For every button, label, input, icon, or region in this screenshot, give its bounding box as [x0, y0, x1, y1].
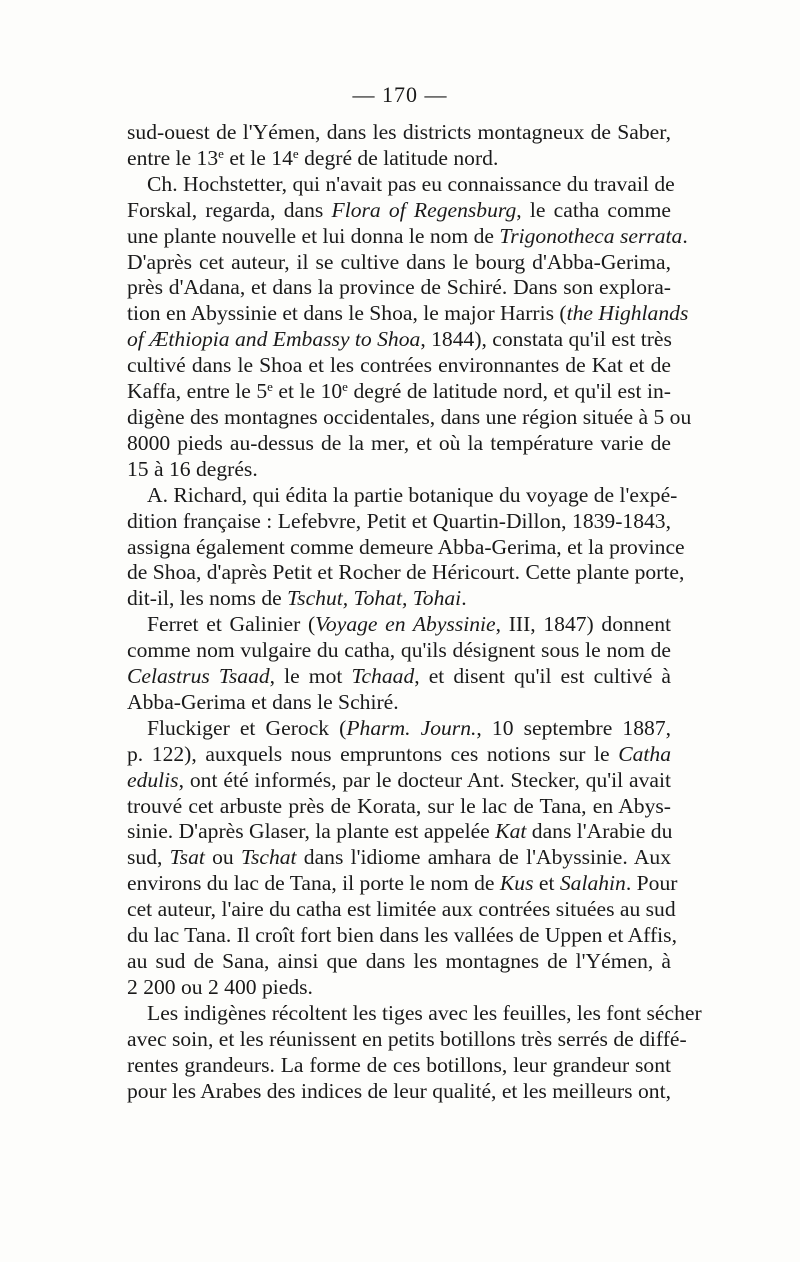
italic-text: Tschat: [240, 845, 297, 870]
text-line: [127, 171, 675, 198]
text-run: entre le 13: [127, 145, 219, 170]
text-run: rentes grandeurs. La forme de ces botillons, leur grandeur sont: [127, 1052, 671, 1077]
text-run: Forskal, regarda, dans: [127, 197, 332, 222]
body-text: [127, 120, 702, 1104]
text-run: et: [533, 871, 560, 896]
text-line: [127, 353, 671, 379]
text-run: trouvé cet arbuste près de Korata, sur le lac de Tana, en Abys-: [127, 793, 671, 818]
italic-text: Kus: [499, 871, 534, 896]
text-line: [127, 327, 671, 353]
paragraph: [127, 482, 685, 613]
text-run: , le mot: [269, 664, 352, 689]
text-run: et le 10: [272, 379, 343, 404]
superscript: e: [342, 379, 348, 395]
text-run: environs du lac de Tana, il porte le nom de: [127, 871, 500, 896]
italic-text: Kat: [495, 819, 527, 844]
text-run: cet auteur, l'aire du catha est limitée aux contrées situées au sud: [127, 897, 676, 922]
text-run: A. Richard, qui édita la partie botanique du voyage de l'expé-: [147, 482, 678, 507]
text-run: une plante nouvelle et lui donna le nom de: [127, 223, 500, 248]
text-line: [127, 275, 671, 301]
text-line: [127, 560, 685, 586]
text-line: [127, 975, 671, 1001]
text-run: près d'Adana, et dans la province de Schiré. Dans son explora-: [127, 275, 671, 300]
text-run: dans l'idiome amhara de l'Abyssinie. Aux: [296, 845, 672, 870]
text-run: , et disent qu'il est cultivé à: [414, 664, 671, 689]
text-run: Ch. Hochstetter, qui n'avait pas eu connaissance du travail de: [147, 171, 675, 196]
superscript: e: [292, 145, 299, 161]
text-line: [127, 716, 671, 742]
text-line: [127, 431, 671, 457]
text-line: [127, 1026, 687, 1053]
text-run: , ont été informés, par le docteur Ant. Stecker, qu'il avait: [178, 767, 671, 792]
paragraph: [127, 715, 678, 1001]
italic-text: Catha: [618, 741, 671, 766]
text-run: au sud de Sana, ainsi que dans les montagnes de l'Yémen, à: [127, 949, 671, 973]
text-line: [127, 690, 671, 716]
italic-text: Salahin: [559, 871, 626, 896]
italic-text: the Highlands: [566, 301, 689, 326]
text-line: [127, 379, 671, 405]
italic-text: Celastrus Tsaad: [127, 664, 270, 689]
text-run: . Pour: [625, 871, 678, 896]
text-run: ou: [204, 845, 241, 870]
text-line: [127, 1000, 702, 1027]
text-run: 15 à 16 degrés.: [127, 456, 258, 481]
italic-text: Tsat: [169, 845, 205, 870]
italic-text: Pharm. Journ.: [346, 715, 477, 740]
text-line: [127, 768, 671, 794]
text-line: [127, 794, 671, 820]
text-run: Les indigènes récoltent les tiges avec les feuilles, les font sécher: [147, 1000, 702, 1025]
text-run: p. 122), auxquels nous empruntons ces notions sur le: [127, 741, 619, 766]
text-run: , 1844), constata qu'il est très: [420, 327, 672, 352]
page-number: — 170 —: [352, 82, 448, 107]
italic-text: of Æthiopia and Embassy to Shoa: [127, 327, 421, 352]
text-run: sud-ouest de l'Yémen, dans les districts montagneux de Saber,: [127, 120, 671, 144]
text-run: , le catha comme: [516, 197, 671, 222]
text-line: [127, 1053, 671, 1079]
text-line: [127, 664, 671, 690]
text-run: sinie. D'après Glaser, la plante est appelée: [127, 819, 496, 844]
text-line: [127, 923, 677, 949]
text-line: [127, 198, 671, 224]
italic-text: Flora of Regensburg: [331, 197, 517, 222]
text-line: [127, 146, 671, 172]
text-line: [127, 871, 678, 897]
text-line: [127, 534, 685, 561]
paragraph: [127, 612, 671, 716]
text-line: [127, 457, 671, 483]
text-run: pour les Arabes des indices de leur qualité, et les meilleurs ont,: [127, 1078, 671, 1103]
text-run: Ferret et Galinier (: [147, 612, 316, 637]
text-line: [127, 1079, 671, 1105]
text-run: dition française : Lefebvre, Petit et Quartin-Dillon, 1839-1843,: [127, 508, 671, 533]
text-run: sud,: [127, 845, 170, 870]
italic-text: edulis: [127, 767, 179, 792]
text-line: [127, 404, 692, 431]
text-run: avec soin, et les réunissent en petits botillons très serrés de diffé-: [127, 1026, 687, 1051]
text-line: [127, 509, 671, 535]
text-line: [127, 120, 671, 146]
text-run: .: [461, 586, 467, 611]
text-run: assigna également comme demeure Abba-Gerima, et la province: [127, 534, 685, 559]
paragraph: [127, 1000, 702, 1105]
text-run: du lac Tana. Il croît fort bien dans les vallées de Uppen et Affis,: [127, 923, 677, 948]
text-run: tion en Abyssinie et dans le Shoa, le major Harris (: [127, 301, 567, 326]
text-run: D'après cet auteur, il se cultive dans le bourg d'Abba-Gerima,: [127, 249, 671, 274]
text-run: Kaffa, entre le 5: [127, 379, 268, 404]
italic-text: Tschut, Tohat, Tohai: [287, 586, 462, 611]
text-line: [127, 845, 671, 871]
text-line: [127, 638, 671, 664]
text-line: [127, 949, 671, 975]
text-run: , III, 1847) donnent: [495, 612, 671, 637]
italic-text: Trigonotheca serrata: [499, 223, 683, 248]
paragraph: [127, 171, 692, 483]
text-run: Abba-Gerima et dans le Schiré.: [127, 689, 399, 714]
text-line: [127, 742, 671, 768]
text-run: de Shoa, d'après Petit et Rocher de Héricourt. Cette plante porte,: [127, 560, 685, 585]
text-line: [127, 897, 676, 923]
text-run: dit-il, les noms de: [127, 586, 288, 611]
text-line: [127, 250, 671, 276]
text-line: [127, 482, 678, 509]
italic-text: Voyage en Abyssinie: [315, 612, 496, 637]
paragraph: [127, 120, 671, 172]
text-run: Fluckiger et Gerock (: [147, 715, 347, 740]
text-run: comme nom vulgaire du catha, qu'ils désignent sous le nom de: [127, 638, 671, 663]
text-run: , 10 septembre 1887,: [476, 715, 672, 740]
italic-text: Tchaad: [351, 664, 415, 689]
text-run: .: [682, 223, 688, 248]
text-run: dans l'Arabie du: [526, 819, 673, 844]
text-run: degré de latitude nord.: [298, 145, 499, 170]
superscript: e: [218, 145, 224, 161]
text-line: [127, 586, 671, 612]
text-run: degré de latitude nord, et qu'il est in-: [347, 379, 671, 404]
text-line: [127, 612, 671, 638]
text-line: [127, 301, 689, 327]
text-line: [127, 819, 671, 845]
superscript: e: [267, 379, 273, 395]
text-run: et le 14: [223, 145, 293, 170]
text-run: 2 200 ou 2 400 pieds.: [127, 974, 313, 999]
text-run: cultivé dans le Shoa et les contrées environnantes de Kat et de: [127, 353, 671, 378]
text-run: 8000 pieds au-dessus de la mer, et où la température varie de: [127, 430, 671, 455]
text-line: [127, 223, 688, 250]
text-run: digène des montagnes occidentales, dans une région située à 5 ou: [127, 404, 692, 429]
